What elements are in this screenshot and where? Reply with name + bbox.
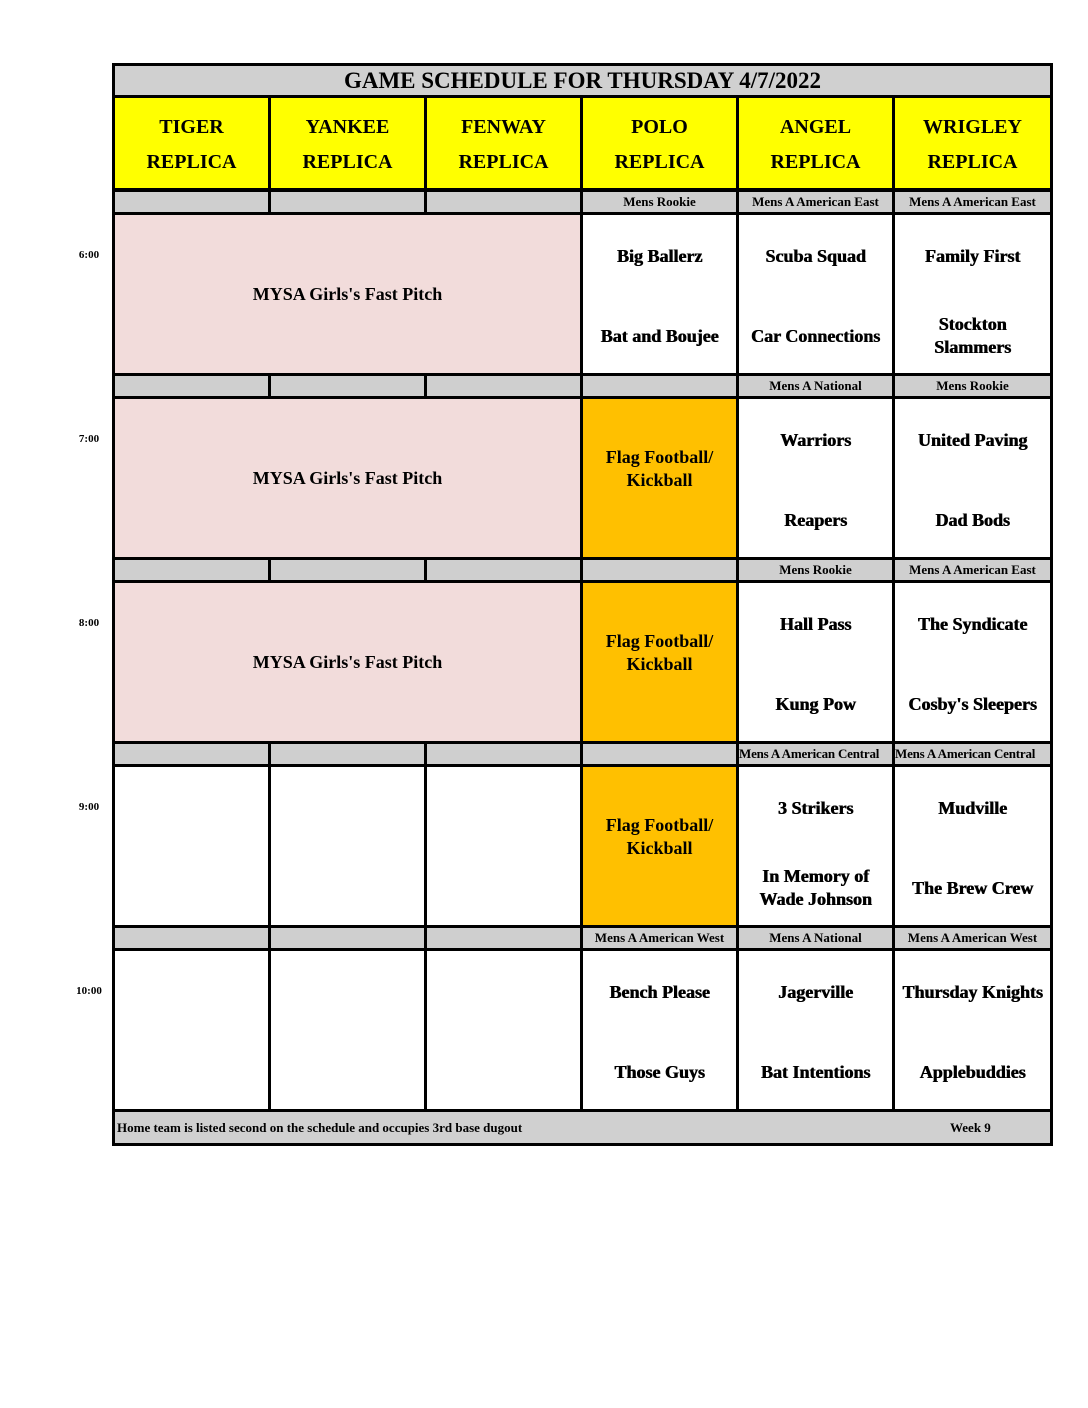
- division-label: [115, 560, 268, 580]
- time-label: 10:00: [76, 985, 102, 997]
- field-header-wrigley: [895, 98, 1050, 188]
- field-header-angel: [739, 98, 892, 188]
- field-name: YANKEE: [305, 116, 390, 138]
- field-sub: REPLICA: [614, 151, 705, 173]
- game-cell-polo: [583, 215, 736, 373]
- team-away: 3 Strikers: [777, 797, 854, 818]
- division-label: Mens A American West: [583, 928, 736, 948]
- division-label: [583, 744, 736, 764]
- field-header-fenway: [427, 98, 580, 188]
- field-header-yankee: [271, 98, 424, 188]
- team-home: Kung Pow: [775, 693, 856, 714]
- division-label: [427, 560, 580, 580]
- empty-cell: [427, 951, 580, 1109]
- empty-cell: [271, 951, 424, 1109]
- division-label: [583, 376, 736, 396]
- team-home: Those Guys: [614, 1061, 705, 1082]
- flag-football-block: Flag Football/ Kickball: [583, 767, 736, 925]
- division-label: [271, 560, 424, 580]
- page-title: GAME SCHEDULE FOR THURSDAY 4/7/2022: [115, 66, 1050, 95]
- team-away: Bench Please: [609, 981, 710, 1002]
- field-sub: REPLICA: [458, 151, 549, 173]
- division-label: Mens A American East: [895, 192, 1050, 212]
- empty-cell: [115, 951, 268, 1109]
- team-away: Big Ballerz: [616, 245, 703, 266]
- footer-note: Home team is listed second on the schedule and occupies 3rd base dugout: [117, 1119, 523, 1135]
- field-name: WRIGLEY: [923, 116, 1022, 138]
- division-label: [271, 744, 424, 764]
- game-cell-wrigley: [895, 399, 1050, 557]
- division-label: Mens A National: [739, 376, 892, 396]
- team-home: Cosby's Sleepers: [908, 693, 1037, 714]
- footer-bar: [115, 1112, 1050, 1143]
- division-label: [271, 192, 424, 212]
- division-label: [115, 928, 268, 948]
- flag-football-block: Flag Football/ Kickball: [583, 399, 736, 557]
- game-cell-angel: [739, 583, 892, 741]
- division-label: [271, 376, 424, 396]
- team-home: Dad Bods: [935, 509, 1010, 530]
- division-label: Mens Rookie: [583, 192, 736, 212]
- division-label: [427, 744, 580, 764]
- field-name: FENWAY: [461, 116, 546, 138]
- time-label: 7:00: [78, 433, 100, 445]
- team-home: Bat Intentions: [760, 1061, 871, 1082]
- empty-cell: [427, 767, 580, 925]
- field-name: ANGEL: [779, 116, 852, 138]
- time-label: 6:00: [78, 249, 100, 261]
- field-sub: REPLICA: [302, 151, 393, 173]
- team-home: Stockton Slammers: [934, 314, 1011, 357]
- game-cell-wrigley: [895, 951, 1050, 1109]
- division-label: Mens A American Central: [895, 744, 1050, 764]
- field-name: POLO: [631, 116, 688, 138]
- time-label: 8:00: [78, 617, 100, 629]
- team-away: Warriors: [780, 429, 851, 450]
- division-label: [115, 192, 268, 212]
- game-cell-angel: [739, 399, 892, 557]
- field-sub: REPLICA: [770, 151, 861, 173]
- game-cell-angel: [739, 951, 892, 1109]
- team-away: The Syndicate: [917, 613, 1028, 634]
- team-away: Hall Pass: [779, 613, 852, 634]
- week-label: Week 9: [950, 1119, 991, 1135]
- division-label: Mens Rookie: [895, 376, 1050, 396]
- division-label: [583, 560, 736, 580]
- team-away: Jagerville: [778, 981, 853, 1002]
- empty-cell: [115, 767, 268, 925]
- game-cell-wrigley: [895, 215, 1050, 373]
- division-label: [271, 928, 424, 948]
- team-home: The Brew Crew: [911, 877, 1034, 898]
- field-sub: REPLICA: [146, 151, 237, 173]
- flag-football-block: Flag Football/ Kickball: [583, 583, 736, 741]
- team-away: Mudville: [937, 797, 1007, 818]
- field-sub: REPLICA: [927, 151, 1018, 173]
- field-header-polo: [583, 98, 736, 188]
- division-label: Mens Rookie: [739, 560, 892, 580]
- division-label: Mens A National: [739, 928, 892, 948]
- division-label: [427, 928, 580, 948]
- field-header-tiger: [115, 98, 268, 188]
- team-away: United Paving: [917, 429, 1028, 450]
- team-home: Car Connections: [750, 325, 881, 346]
- game-cell-wrigley: [895, 583, 1050, 741]
- team-home: Bat and Boujee: [600, 325, 719, 346]
- division-label: [115, 744, 268, 764]
- division-label: Mens A American West: [895, 928, 1050, 948]
- empty-cell: [271, 767, 424, 925]
- mysa-block: MYSA Girls's Fast Pitch: [115, 215, 580, 373]
- field-name: TIGER: [159, 116, 224, 138]
- team-away: Scuba Squad: [765, 245, 866, 266]
- mysa-block: MYSA Girls's Fast Pitch: [115, 583, 580, 741]
- division-label: [427, 376, 580, 396]
- division-label: Mens A American Central: [739, 744, 892, 764]
- game-cell-angel: [739, 767, 892, 925]
- division-label: [115, 376, 268, 396]
- team-away: Family First: [924, 245, 1021, 266]
- division-label: [427, 192, 580, 212]
- division-label: Mens A American East: [739, 192, 892, 212]
- game-cell-wrigley: [895, 767, 1050, 925]
- mysa-block: MYSA Girls's Fast Pitch: [115, 399, 580, 557]
- game-cell-angel: [739, 215, 892, 373]
- time-label: 9:00: [78, 801, 100, 813]
- team-home: In Memory of Wade Johnson: [759, 866, 872, 909]
- team-home: Reapers: [784, 509, 847, 530]
- team-away: Thursday Knights: [902, 981, 1043, 1002]
- team-home: Applebuddies: [919, 1061, 1026, 1082]
- game-cell-polo: [583, 951, 736, 1109]
- division-label: Mens A American East: [895, 560, 1050, 580]
